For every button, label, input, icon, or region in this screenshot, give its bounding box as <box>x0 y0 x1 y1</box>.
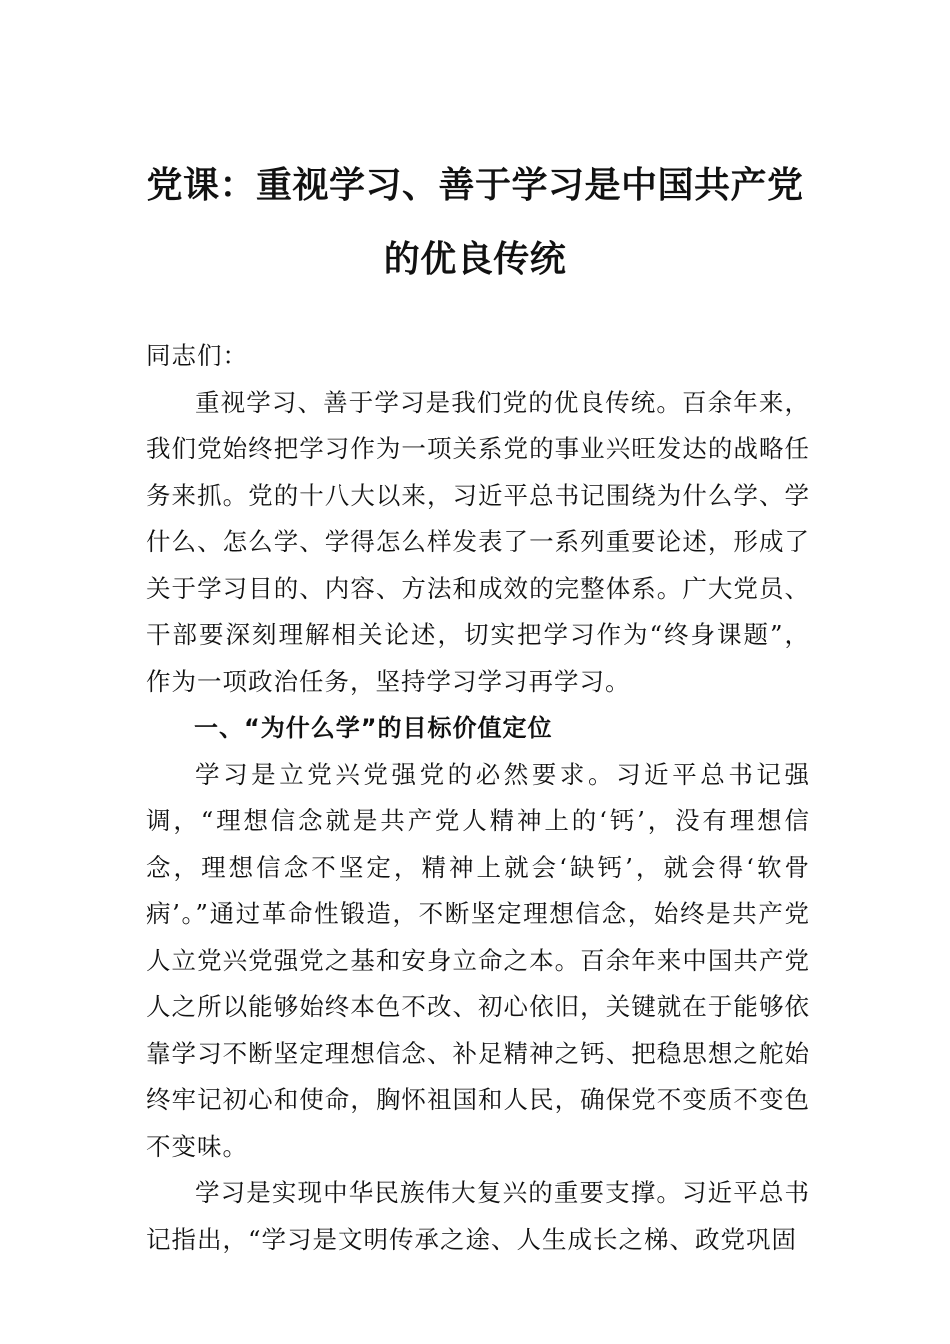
document-body <box>146 333 810 1263</box>
paragraph-intro: 重视学习、善于学习是我们党的优良传统。百余年来，我们党始终把学习作为一项关系党的事业兴旺发达的战略任务来抓。党的十八大以来，习近平总书记围绕为什么学、学什么、怎么学、学得怎么样发表了一系列重要论述，形成了关于学习目的、内容、方法和成效的完整体系。广大党员、干部要深刻理解相关论述，切实把学习作为“终身课题”，作为一项政治任务，坚持学习学习再学习。 <box>146 387 810 696</box>
salutation: 同志们： <box>146 341 248 370</box>
title-line-1: 党课：重视学习、善于学习是中国共产党 <box>146 164 804 206</box>
paragraph-section1-a: 学习是立党兴党强党的必然要求。习近平总书记强调，“理想信念就是共产党人精神上的‘钙’，没有理想信念，理想信念不坚定，精神上就会‘缺钙’，就会得‘软骨病’。”通过革命性锻造，不断坚定理想信念，始终是共产党人立党兴党强党之基和安身立命之本。百余年来中国共产党人之所以能够始终本色不改、初心依旧，关键就在于能够依靠学习不断坚定理想信念、补足精神之钙、把稳思想之舵始终牢记初心和使命，胸怀祖国和人民，确保党不变质不变色不变味。 <box>146 759 810 1161</box>
title-line-2: 的优良传统 <box>383 238 567 280</box>
paragraph-section1-b: 学习是实现中华民族伟大复兴的重要支撑。习近平总书记指出，“学习是文明传承之途、人生成长之梯、政党巩固 <box>146 1178 810 1254</box>
section-heading-1: 一、“为什么学”的目标价值定位 <box>194 714 553 742</box>
document-title <box>120 148 830 296</box>
